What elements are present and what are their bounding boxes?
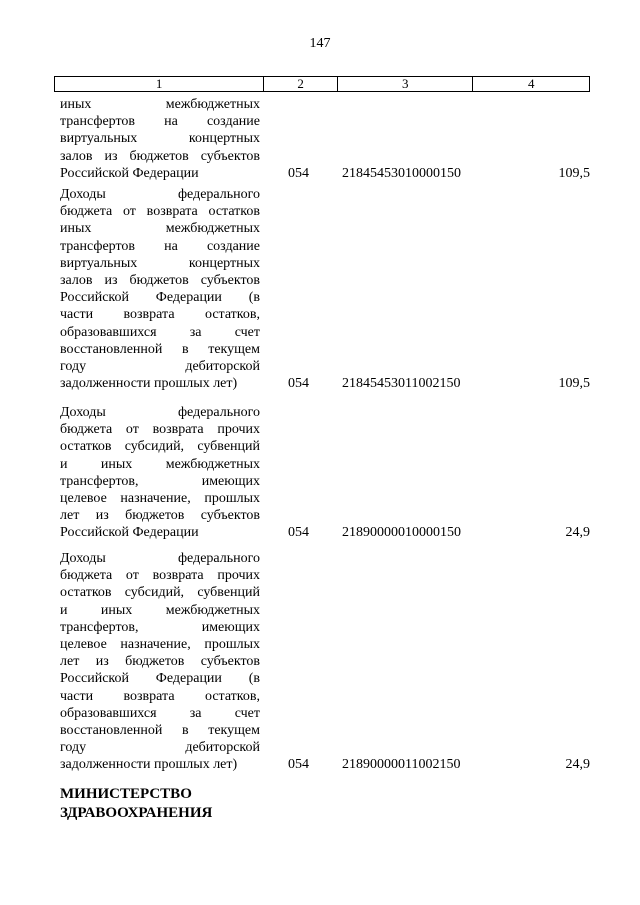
ministry-heading xyxy=(60,785,212,823)
row-description-line: бюджета от возврата прочих xyxy=(60,568,260,584)
row-admin-code: 054 xyxy=(288,165,309,181)
row-admin-code: 054 xyxy=(288,525,309,541)
row-description xyxy=(60,550,260,774)
row-description-line: восстановленной в текущем xyxy=(60,341,260,357)
row-description xyxy=(60,96,260,182)
row-description-line: трансфертов, имеющих xyxy=(60,619,260,635)
row-description-line: остатков субсидий, субвенций xyxy=(60,585,260,601)
table-row xyxy=(60,550,590,774)
ministry-heading-line: ЗДРАВООХРАНЕНИЯ xyxy=(60,805,213,821)
table-header-col-4: 4 xyxy=(527,76,535,91)
row-amount: 109,5 xyxy=(558,165,590,181)
row-budget-class-code: 21890000010000150 xyxy=(342,525,461,541)
row-description-line: целевое назначение, прошлых xyxy=(60,637,260,653)
row-description-line: трансфертов на создание xyxy=(60,114,260,130)
row-description-line: иных межбюджетных xyxy=(60,221,260,237)
row-description-line: лет из бюджетов субъектов xyxy=(60,654,260,670)
table-row xyxy=(60,186,590,392)
row-description-line: трансфертов, имеющих xyxy=(60,473,260,489)
row-description-line: Доходы федерального xyxy=(60,551,260,566)
row-description-line: задолженности прошлых лет) xyxy=(60,757,238,773)
row-budget-class-code: 21845453010000150 xyxy=(342,165,461,181)
row-description-line: Российской Федерации (в xyxy=(60,290,260,306)
row-description-line: иных межбюджетных xyxy=(60,97,260,112)
ministry-heading-line: МИНИСТЕРСТВО xyxy=(60,786,192,802)
row-description-line: Российской Федерации (в xyxy=(60,671,260,687)
row-description-line: Доходы федерального xyxy=(60,187,260,202)
page-number: 147 xyxy=(309,36,331,51)
row-description-line: части возврата остатков, xyxy=(60,307,260,323)
table-header-col-1: 1 xyxy=(55,77,264,91)
row-description-line: залов из бюджетов субъектов xyxy=(60,273,260,289)
row-description-line: Российской Федерации xyxy=(60,165,199,181)
row-description-line: трансфертов на создание xyxy=(60,238,260,254)
row-description xyxy=(60,404,260,542)
row-admin-code: 054 xyxy=(288,757,309,773)
row-admin-code: 054 xyxy=(288,376,309,392)
row-budget-class-code: 21845453011002150 xyxy=(342,376,461,392)
row-description-line: образовавшихся за счет xyxy=(60,324,260,340)
row-description-line: виртуальных концертных xyxy=(60,255,260,271)
row-budget-class-code: 21890000011002150 xyxy=(342,757,461,773)
row-description-line: задолженности прошлых лет) xyxy=(60,376,238,392)
row-description-line: восстановленной в текущем xyxy=(60,723,260,739)
row-amount: 24,9 xyxy=(565,525,590,541)
table-header-col-3: 3 xyxy=(338,77,474,91)
table-header-row xyxy=(54,76,590,92)
table-row xyxy=(60,96,590,182)
row-description-line: залов из бюджетов субъектов xyxy=(60,148,260,164)
row-description-line: году дебиторской xyxy=(60,359,260,375)
table-row xyxy=(60,404,590,542)
row-description-line: бюджета от возврата прочих xyxy=(60,422,260,438)
row-description-line: виртуальных концертных xyxy=(60,131,260,147)
row-amount: 109,5 xyxy=(558,376,590,392)
row-description xyxy=(60,186,260,392)
row-description-line: образовавшихся за счет xyxy=(60,705,260,721)
row-description-line: и иных межбюджетных xyxy=(60,456,260,472)
table-header-col-2: 2 xyxy=(264,77,338,91)
row-description-line: лет из бюджетов субъектов xyxy=(60,508,260,524)
row-description-line: целевое назначение, прошлых xyxy=(60,491,260,507)
row-description-line: году дебиторской xyxy=(60,740,260,756)
row-description-line: Доходы федерального xyxy=(60,405,260,420)
row-description-line: бюджета от возврата остатков xyxy=(60,204,260,220)
row-description-line: остатков субсидий, субвенций xyxy=(60,439,260,455)
row-description-line: Российской Федерации xyxy=(60,525,199,541)
row-description-line: и иных межбюджетных xyxy=(60,602,260,618)
row-amount: 24,9 xyxy=(565,757,590,773)
row-description-line: части возврата остатков, xyxy=(60,688,260,704)
